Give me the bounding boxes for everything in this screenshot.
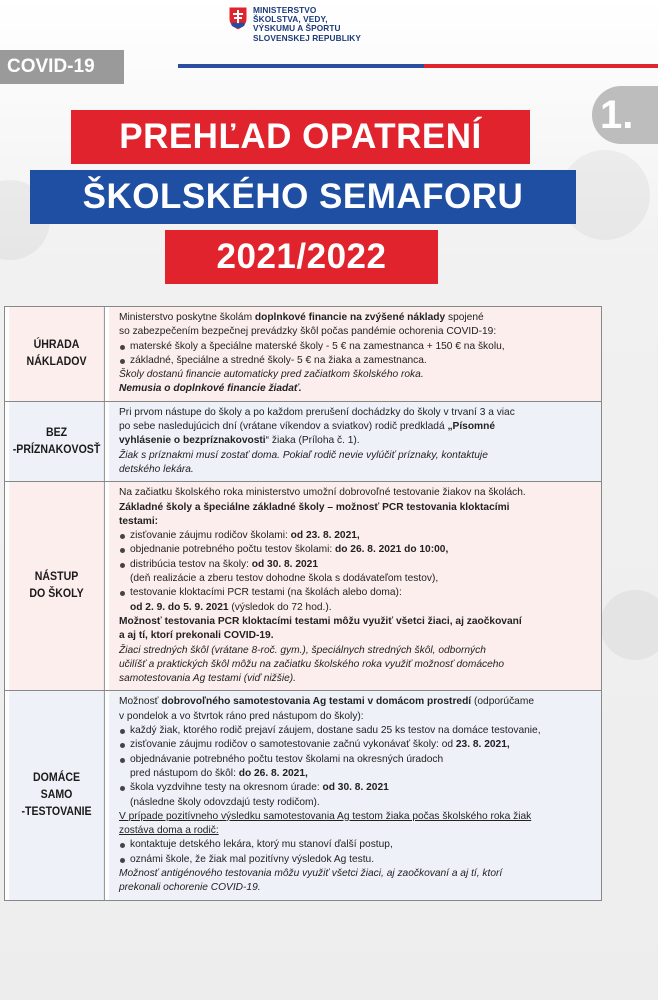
row-heading: BEZ -PRÍZNAKOVOSŤ [9, 402, 105, 481]
table-row [5, 307, 601, 401]
covid-badge: COVID-19 [0, 50, 124, 84]
ministry-line-4: SLOVENSKEJ REPUBLIKY [253, 32, 362, 43]
list-item: kontaktuje detského lekára, ktorý mu stanoví ďalší postup, [119, 838, 593, 852]
title-line-1: PREHĽAD OPATRENÍ [71, 110, 530, 164]
list-item: distribúcia testov na školy: od 30. 8. 2021 [119, 558, 593, 572]
ministry-line-2: ŠKOLSTVA, VEDY, [253, 14, 328, 25]
page-number: 1. [592, 86, 658, 144]
list-item: oznámi škole, že žiak mal pozitívny výsledok Ag testu. [119, 853, 593, 867]
row-heading: NÁSTUP DO ŠKOLY [9, 482, 105, 690]
title-line-2: ŠKOLSKÉHO SEMAFORU [30, 170, 576, 224]
ministry-line-1: MINISTERSTVO [253, 5, 317, 15]
row-heading: ÚHRADA NÁKLADOV [9, 307, 105, 401]
ministry-name [253, 6, 361, 43]
table-row [5, 690, 601, 899]
list-item: zisťovanie záujmu rodičov o samotestovanie začnú vykonávať školy: od 23. 8. 2021, [119, 738, 593, 752]
header-bar-red [424, 64, 658, 68]
table-row [5, 481, 601, 690]
row-content: Možnosť dobrovoľného samotestovania Ag testami v domácom prostredí (odporúčame v pondelok a vo štvrtok ráno pred nástupom do školy): každý žiak, ktorého rodič prejaví záujem, dostane sadu 25 ks testov na domáce testovanie, zisťovanie záujmu rodičov o samotestovanie začnú vykonávať školy: od 23. 8. 2021, objednávanie potrebného počtu testov školami na okresných úradoch pred nástupom do škôl: do 26. 8. 2021, škola vyzdvihne testy na okresnom úrade: od 30. 8. 2021 (následne školy odovzdajú testy rodičom). V prípade pozitívneho výsledku samotestovania Ag testom žiaka počas školského roka žiak zostáva doma a rodič: kontaktuje detského lekára, ktorý mu stanoví ďalší postup, oznámi škole, že žiak mal pozitívny výsledok Ag testu. Možnosť antigénového testovania môžu využiť všetci žiaci, aj zaočkovaní a aj tí, ktorí prekonali ochorenie COVID-19. [109, 691, 601, 899]
ministry-logo [228, 6, 361, 43]
list-item: objednávanie potrebného počtu testov školami na okresných úradoch [119, 753, 593, 767]
measures-table [4, 306, 602, 901]
list-item: testovanie kloktacími PCR testami (na školách alebo doma): [119, 586, 593, 600]
list-item: škola vyzdvihne testy na okresnom úrade: od 30. 8. 2021 [119, 781, 593, 795]
header-bar-blue [178, 64, 424, 68]
list-item: zisťovanie záujmu rodičov školami: od 23. 8. 2021, [119, 529, 593, 543]
list-item: každý žiak, ktorého rodič prejaví záujem, dostane sadu 25 ks testov na domáce testovanie, [119, 724, 593, 738]
ministry-line-3: VÝSKUMU A ŠPORTU [253, 23, 341, 34]
list-item: základné, špeciálne a stredné školy- 5 € na žiaka a zamestnanca. [119, 354, 593, 368]
list-item: materské školy a špeciálne materské školy - 5 € na zamestnanca + 150 € na školu, [119, 340, 593, 354]
row-content: Ministerstvo poskytne školám doplnkové financie na zvýšené náklady spojené so zabezpečením bezpečnej prevádzky škôl počas pandémie ochorenia COVID-19: materské školy a špeciálne materské školy - 5 € na zamestnanca + 150 € na školu, základné, špeciálne a stredné školy- 5 € na žiaka a zamestnanca. Školy dostanú financie automaticky pred začiatkom školského roka. Nemusia o doplnkové financie žiadať. [109, 307, 601, 401]
table-row [5, 401, 601, 481]
row-content: Na začiatku školského roka ministerstvo umožní dobrovoľné testovanie žiakov na školách. Základné školy a špeciálne základné školy – možnosť PCR testovania kloktacími testami: zisťovanie záujmu rodičov školami: od 23. 8. 2021, objednanie potrebného počtu testov školami: do 26. 8. 2021 do 10:00, distribúcia testov na školy: od 30. 8. 2021 (deň realizácie a zberu testov dohodne škola s dodávateľom testov), testovanie kloktacími PCR testami (na školách alebo doma): od 2. 9. do 5. 9. 2021 (výsledok do 72 hod.). Možnosť testovania PCR kloktacími testami môžu využiť všetci žiaci, aj zaočkovaní a aj tí, ktorí prekonali COVID-19. Žiaci stredných škôl (vrátane 8-roč. gym.), špeciálnych stredných škôl, odborných učilíšť a praktických škôl môžu na začiatku školského roka využiť možnosť domáceho samotestovania Ag testami (viď nižšie). [109, 482, 601, 690]
title-line-3: 2021/2022 [165, 230, 438, 284]
row-heading: DOMÁCE SAMO -TESTOVANIE [9, 691, 105, 899]
row-content: Pri prvom nástupe do školy a po každom prerušení dochádzky do školy v trvaní 3 a viac po sebe nasledujúcich dní (vrátane víkendov a sviatkov) rodič predkladá „Písomné vyhlásenie o bezpríznakovosti“ žiaka (Príloha č. 1). Žiak s príznakmi musí zostať doma. Pokiaľ rodič nevie vylúčiť príznaky, kontaktuje detského lekára. [109, 402, 601, 481]
virus-decoration [600, 590, 658, 660]
slovak-coat-of-arms-icon [228, 6, 248, 31]
list-item: objednanie potrebného počtu testov školami: do 26. 8. 2021 do 10:00, [119, 543, 593, 557]
